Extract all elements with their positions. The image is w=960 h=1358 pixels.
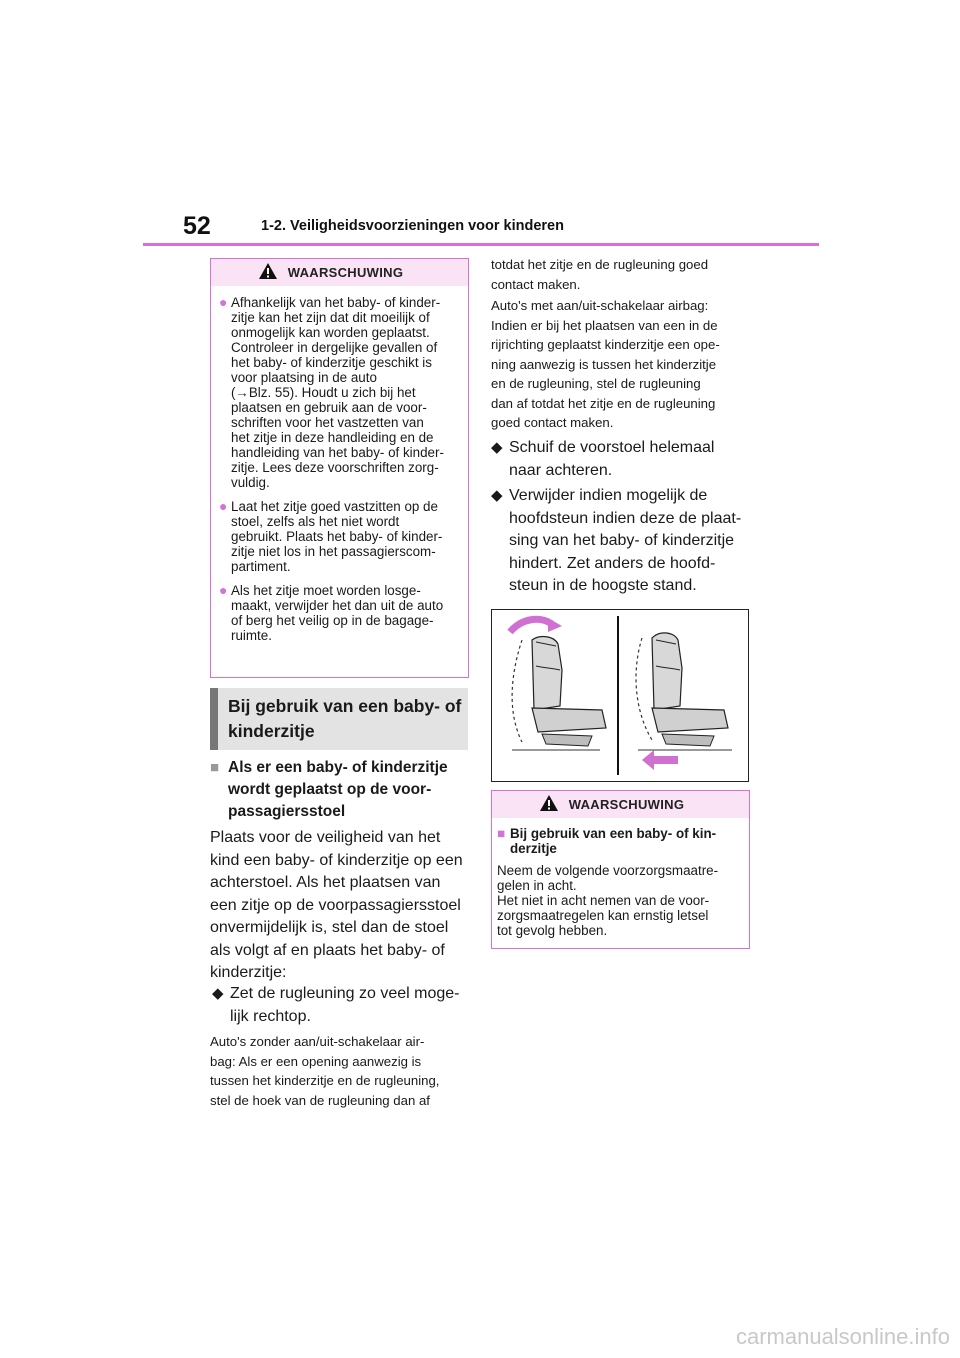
- warning-item: ● Als het zitje moet worden losge- maakt, verwijder het dan uit de auto of berg het veilig op in de bagage- ruimte.: [219, 582, 444, 643]
- warning-box-1: [210, 258, 469, 678]
- watermark: carmanualsonline.info: [735, 1324, 950, 1349]
- square-bullet-icon: ■: [497, 826, 506, 841]
- warning-box-2: [491, 790, 750, 949]
- warning-title: WAARSCHUWING: [568, 797, 685, 812]
- warning-header: [492, 791, 749, 818]
- square-bullet-icon: ■: [210, 759, 220, 776]
- seat-adjustment-figure: [491, 609, 749, 782]
- bullet-diamond-icon: ◆: [491, 439, 503, 456]
- warning-title: WAARSCHUWING: [287, 265, 404, 280]
- warning-text: Neem de volgende voorzorgsmaatre- gelen in acht. Het niet in acht nemen van de voor- zorgsmaatregelen kan ernstig letsel tot gevolg hebben.: [497, 863, 719, 938]
- header-divider: [143, 243, 819, 246]
- bullet-dot-icon: ●: [219, 294, 228, 310]
- section-title: 1-2. Veiligheidsvoorzieningen voor kinderen: [261, 218, 564, 234]
- note: Auto's zonder aan/uit-schakelaar air- bag: Als er een opening aanwezig is tussen het kinderzitje en de rugleuning, stel de hoek van de rugleuning dan af: [210, 1034, 440, 1108]
- warning-item: ● Laat het zitje goed vastzitten op de stoel, zelfs als het niet wordt gebruikt. Plaats het baby- of kinder- zitje niet los in het passagierscom- partiment.: [219, 498, 443, 574]
- seat-illustration-right: [636, 633, 732, 770]
- page-number: 52: [183, 212, 211, 240]
- warning-header: [211, 259, 468, 286]
- seat-illustration-left: [510, 618, 606, 750]
- bullet-diamond-icon: ◆: [212, 985, 224, 1002]
- subheading: Bij gebruik van een baby- of kinderzitje: [210, 688, 468, 750]
- warning-content: [492, 818, 749, 938]
- topic-heading: ■ Als er een baby- of kinderzitje wordt geplaatst op de voor- passagiersstoel: [210, 757, 468, 823]
- warning-item: ● Afhankelijk van het baby- of kinder- zitje kan het zijn dat dit moeilijk of onmogelijk kan worden geplaatst. Controleer in dergelijke gevallen of het baby- of kinderzitje geschikt is voor plaatsing in de auto (→Blz. 55). Houdt u zich bij het plaatsen en gebruik aan de voor- schriften voor het vastzetten van het zitje in deze handleiding en de handleiding van het baby- of kinder- zitje. Lees deze voorschriften zorg- vuldig.: [219, 294, 444, 490]
- note: Auto's met aan/uit-schakelaar airbag: Indien er bij het plaatsen van een in de rijrichting geplaatst kinderzitje een ope- ning aanwezig is tussen het kinderzitje en de rugleuning, stel de rugleuning dan af totdat het zitje en de rugleuning goed contact maken.: [491, 298, 720, 430]
- paragraph: Plaats voor de veiligheid van het kind een baby- of kinderzitje op een achterstoel. Als het plaatsen van een zitje op de voorpassagiersstoel onvermijdelijk is, stel dan de stoel als volgt af en plaats het baby- of kinderzitje:: [210, 829, 463, 981]
- warning-subheading: ■ Bij gebruik van een baby- of kin- derzitje: [497, 826, 717, 856]
- list-item: ◆ Schuif de voorstoel helemaal naar achteren.: [491, 437, 753, 482]
- note-continued: totdat het zitje en de rugleuning goed contact maken.: [491, 257, 709, 292]
- bullet-diamond-icon: ◆: [491, 487, 503, 504]
- list-item: ◆ Zet de rugleuning zo veel moge- lijk rechtop.: [212, 983, 470, 1028]
- list-item: ◆ Verwijder indien mogelijk de hoofdsteun indien deze de plaat- sing van het baby- of kinderzitje hindert. Zet anders de hoofd- steun in de hoogste stand.: [491, 485, 753, 598]
- bullet-dot-icon: ●: [219, 498, 228, 514]
- warning-list: [211, 286, 468, 658]
- bullet-dot-icon: ●: [219, 582, 228, 598]
